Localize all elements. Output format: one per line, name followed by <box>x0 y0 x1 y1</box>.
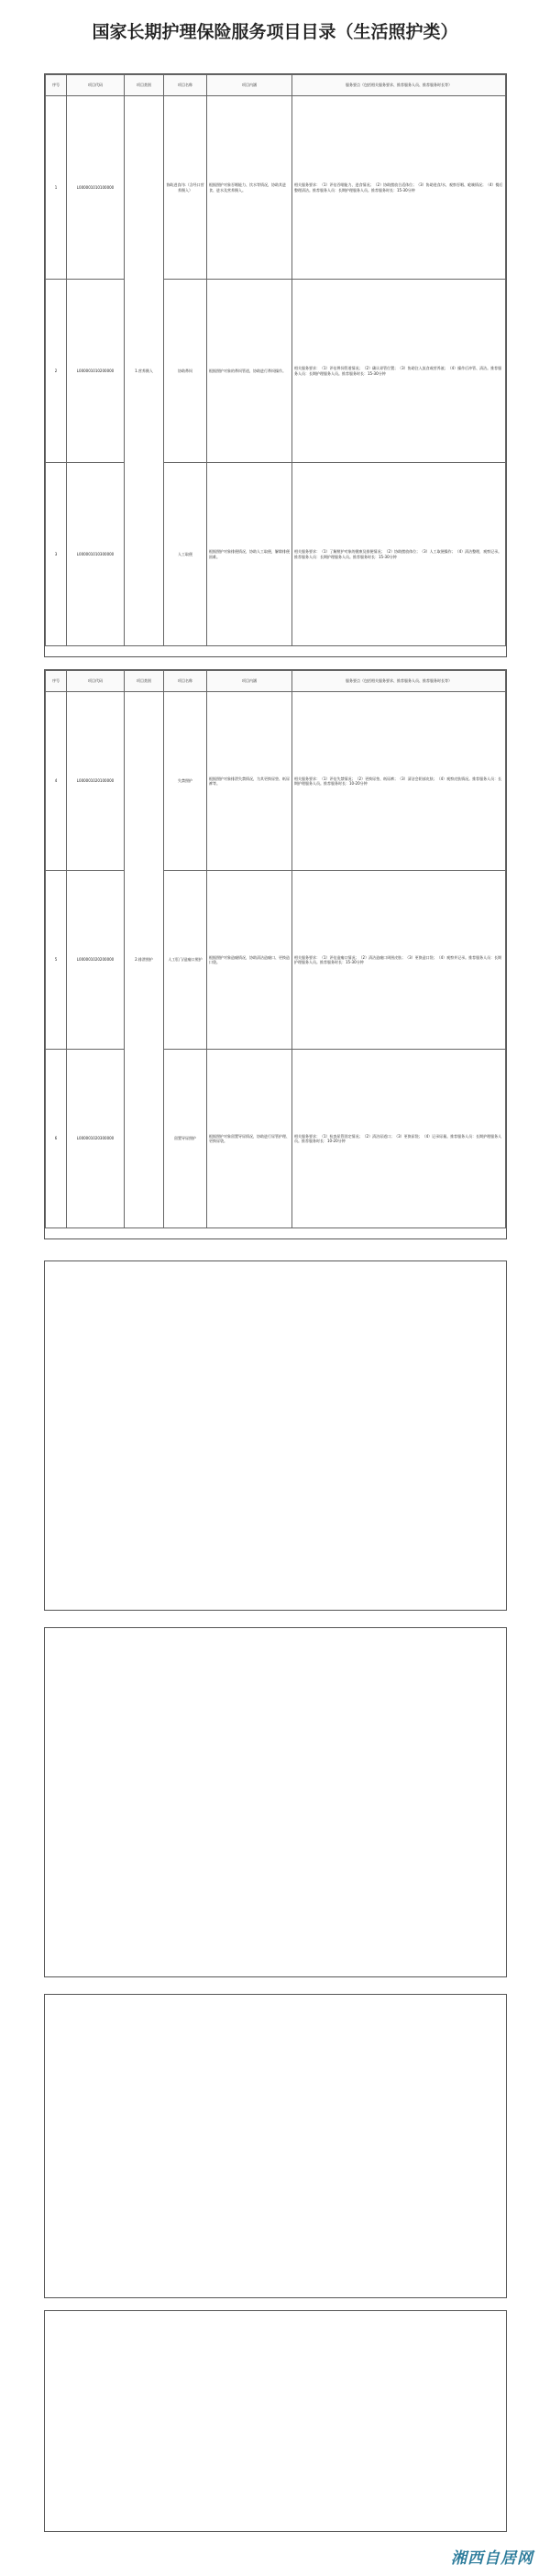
header-no: 序号 <box>46 671 67 692</box>
cell-name: 协助鼻饲 <box>164 280 207 463</box>
table-row <box>46 96 506 280</box>
cell-content: 根据照护对象排泄失禁情况，为其更换尿垫、纸尿裤等。 <box>207 692 292 871</box>
cell-content: 根据照护对象留置导尿情况，协助进行尿管护理、更换尿袋。 <box>207 1050 292 1228</box>
cell-content: 根据照护对象的鼻饲管道，协助进行鼻饲操作。 <box>207 280 292 463</box>
cell-name: 人工肛门/造瘘口照护 <box>164 871 207 1050</box>
header-content: 项目内涵 <box>207 671 292 692</box>
cell-content: 根据照护对象吞咽能力、饮水等情况，协助其进食、进水及营养摄入。 <box>207 96 292 280</box>
header-name: 项目名称 <box>164 671 207 692</box>
cell-code: L000001020300000 <box>67 1050 125 1228</box>
header-code: 项目代码 <box>67 671 125 692</box>
cell-code: L000001010200000 <box>67 280 125 463</box>
page-title: 国家长期护理保险服务项目目录（生活照护类） <box>92 22 458 42</box>
cell-no: 3 <box>46 463 67 646</box>
header-code: 项目代码 <box>67 75 125 96</box>
table-row <box>46 280 506 463</box>
cell-requirement: 相关服务要求：（1）评估吞咽能力、进食情况；（2）协助摆放合适体位；（3）协助进食/水，观察吞咽、呛咳情况；（4）餐后整理清洁。推荐服务人员：长期护理服务人员。推荐服务时长：15-30分钟 <box>292 96 506 280</box>
cell-requirement: 相关服务要求：（1）评估造瘘口情况；（2）清洁造瘘口周围皮肤；（3）更换造口袋；（4）观察并记录。推荐服务人员：长期护理服务人员。推荐服务时长：15-30分钟 <box>292 871 506 1050</box>
header-category: 项目类别 <box>125 75 164 96</box>
header-name: 项目名称 <box>164 75 207 96</box>
cell-requirement: 相关服务要求：（1）评估失禁情况；（2）更换尿垫、纸尿裤；（3）清洁会阴部皮肤；（4）观察皮肤情况。推荐服务人员：长期护理服务人员。推荐服务时长：10-20分钟 <box>292 692 506 871</box>
cell-requirement: 相关服务要求：（1）检查尿管固定情况；（2）清洁尿道口；（3）更换尿袋；（4）记录尿量。推荐服务人员：长期护理服务人员。推荐服务时长：10-20分钟 <box>292 1050 506 1228</box>
cell-no: 5 <box>46 871 67 1050</box>
catalog-table <box>45 670 506 1228</box>
cell-code: L000001010300000 <box>67 463 125 646</box>
table-row <box>46 1050 506 1228</box>
site-watermark: 湘西自居网 <box>451 2549 534 2568</box>
table-header-row <box>46 671 506 692</box>
cell-code: L000001020100000 <box>67 692 125 871</box>
header-requirement: 服务要点（包括相关服务要求、推荐服务人员、推荐服务时长等） <box>292 75 506 96</box>
cell-name: 留置导尿照护 <box>164 1050 207 1228</box>
cell-requirement: 相关服务要求：（1）了解照护对象的健康及排便情况；（2）协助摆放体位；（3）人工取便操作；（4）清洁整理，观察记录。推荐服务人员：长期护理服务人员。推荐服务时长：15-30分钟 <box>292 463 506 646</box>
table-row <box>46 871 506 1050</box>
cell-name: 失禁照护 <box>164 692 207 871</box>
catalog-page-1 <box>44 73 507 657</box>
cell-name: 人工取便 <box>164 463 207 646</box>
table-header-row <box>46 75 506 96</box>
cell-no: 2 <box>46 280 67 463</box>
table-row <box>46 692 506 871</box>
cell-no: 1 <box>46 96 67 280</box>
catalog-page-5 <box>44 1994 507 2298</box>
cell-category: 2.排泄照护 <box>125 692 164 1228</box>
cell-no: 4 <box>46 692 67 871</box>
cell-content: 根据照护对象造瘘情况，协助清洁造瘘口、更换造口袋。 <box>207 871 292 1050</box>
cell-requirement: 相关服务要求：（1）评估鼻饲管道情况；（2）确认胃管位置；（3）协助注入流食或营养液；（4）操作后冲管、清洁。推荐服务人员：长期护理服务人员。推荐服务时长：15-30分钟 <box>292 280 506 463</box>
cell-no: 6 <box>46 1050 67 1228</box>
catalog-page-3 <box>44 1260 507 1611</box>
catalog-page-6 <box>44 2310 507 2532</box>
cell-category: 1.营养摄入 <box>125 96 164 646</box>
header-content: 项目内涵 <box>207 75 292 96</box>
cell-content: 根据照护对象排便情况，协助人工取便，解除排便困难。 <box>207 463 292 646</box>
header-requirement: 服务要点（包括相关服务要求、推荐服务人员、推荐服务时长等） <box>292 671 506 692</box>
table-row <box>46 463 506 646</box>
catalog-table <box>45 74 506 646</box>
cell-code: L000001020200000 <box>67 871 125 1050</box>
catalog-page-4 <box>44 1627 507 1977</box>
cell-code: L000001010100000 <box>67 96 125 280</box>
cell-name: 协助进食/水（含经口营养摄入） <box>164 96 207 280</box>
header-no: 序号 <box>46 75 67 96</box>
catalog-page-2 <box>44 669 507 1239</box>
header-category: 项目类别 <box>125 671 164 692</box>
